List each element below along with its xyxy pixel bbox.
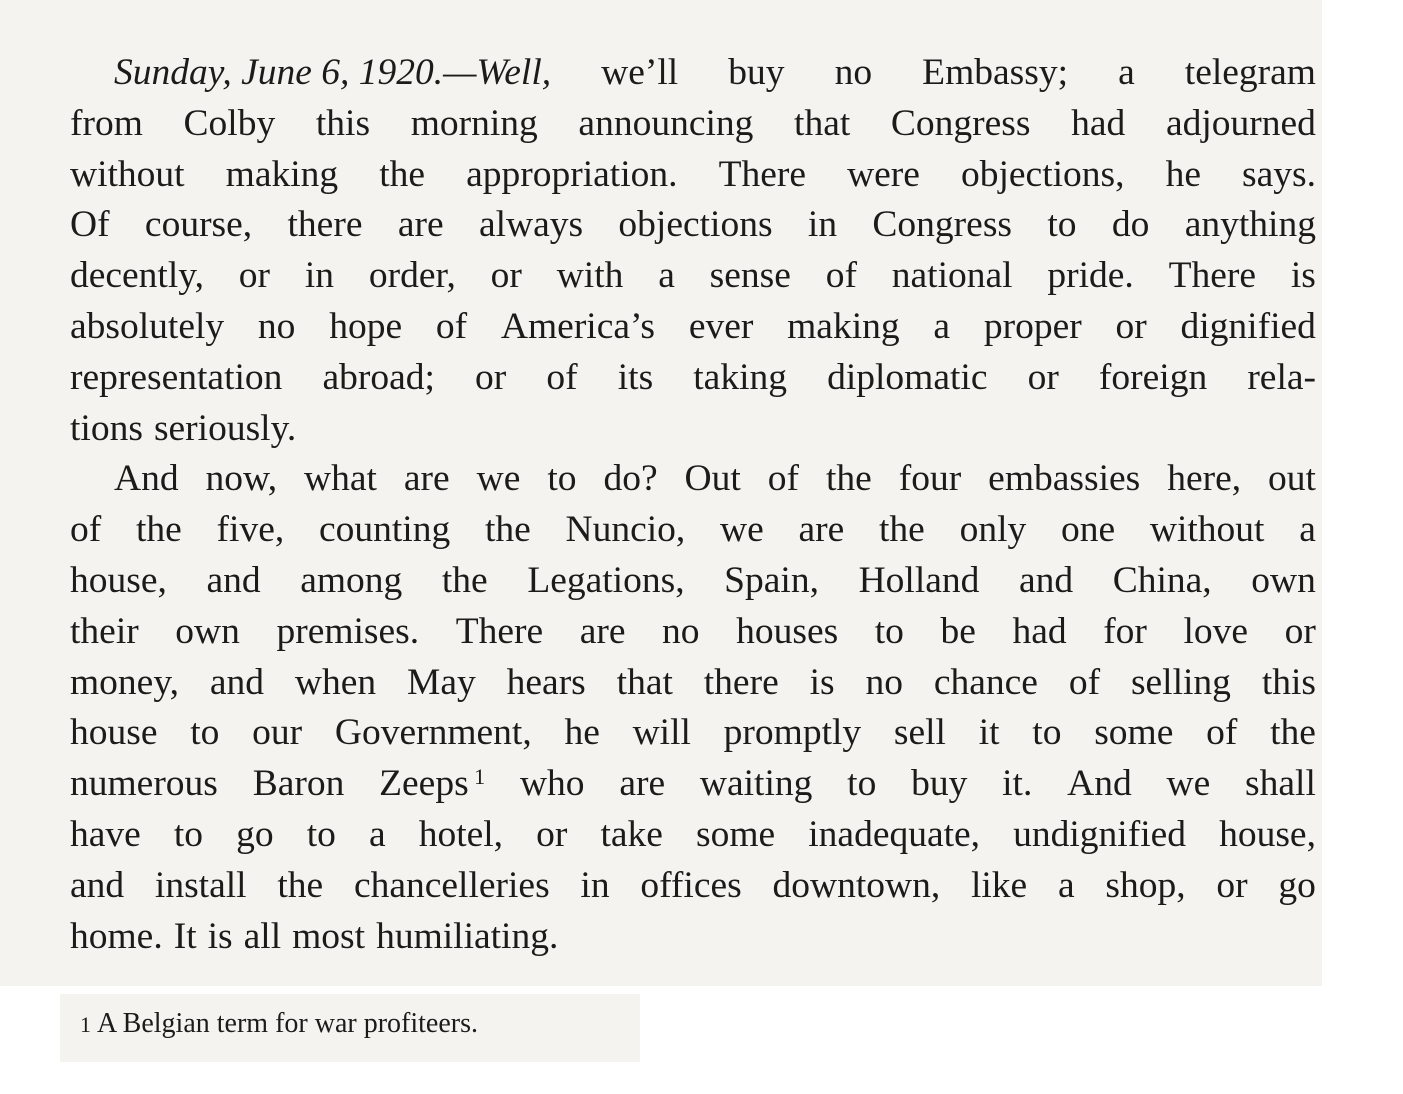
word: a — [933, 305, 951, 347]
text-line — [70, 607, 1316, 658]
word: when — [294, 661, 377, 703]
word: appropriation. — [466, 153, 678, 195]
word: numerous — [70, 763, 218, 805]
word: and — [70, 864, 125, 906]
word: house, — [70, 559, 167, 601]
word: to — [190, 712, 220, 754]
word: abroad; — [322, 356, 435, 398]
footnote-marker: 1 — [80, 1012, 91, 1037]
word: tions — [70, 407, 143, 449]
word: hears — [506, 661, 586, 703]
word: a — [368, 813, 386, 855]
word: this — [315, 102, 371, 144]
text-line — [70, 302, 1316, 353]
word: to — [874, 610, 904, 652]
text-line — [70, 48, 1316, 99]
word: sense — [709, 255, 791, 297]
word: the — [1270, 712, 1316, 754]
word: downtown, — [772, 864, 941, 906]
word: it — [978, 712, 1000, 754]
text-line — [70, 353, 1316, 404]
word: to — [547, 458, 577, 500]
word: of — [1206, 712, 1238, 754]
text-line — [70, 404, 1316, 455]
word: five, — [216, 509, 285, 551]
word: objections — [618, 204, 773, 246]
text-line — [70, 708, 1316, 759]
word: There — [1168, 255, 1257, 297]
text-line — [70, 759, 1316, 810]
word: are — [397, 204, 444, 246]
word: hotel, — [418, 813, 504, 855]
word: embassies — [988, 458, 1141, 500]
word: or — [1284, 610, 1316, 652]
word: he — [564, 712, 600, 754]
word: we — [476, 458, 521, 500]
word: do — [1111, 204, 1150, 246]
text-line — [70, 658, 1316, 709]
word: There — [455, 610, 544, 652]
text-line — [70, 150, 1316, 201]
word: Embassy; — [922, 52, 1068, 93]
word: no — [662, 610, 700, 652]
word: to — [1047, 204, 1077, 246]
word: were — [847, 153, 920, 195]
word: with — [556, 255, 624, 297]
word: most — [292, 915, 366, 957]
word: or — [238, 255, 271, 297]
word: Nuncio, — [565, 509, 686, 551]
word: house — [70, 712, 158, 754]
word: be — [940, 610, 976, 652]
word: install — [154, 864, 247, 906]
word: And — [114, 458, 179, 500]
word: offices — [640, 864, 742, 906]
word: making — [787, 305, 900, 347]
word: we’ll — [601, 52, 679, 93]
word: the — [277, 864, 324, 906]
word: making — [225, 153, 339, 195]
word: no — [257, 305, 296, 347]
word: a — [1299, 509, 1316, 551]
word: who — [519, 763, 585, 805]
word: own — [1251, 559, 1316, 601]
word: diplomatic — [827, 356, 988, 398]
word: is — [207, 915, 233, 957]
page-edge — [1322, 0, 1403, 986]
text-line — [70, 200, 1316, 251]
word: anything — [1184, 204, 1316, 246]
word: announcing — [578, 102, 754, 144]
word: It — [173, 915, 197, 957]
word: no — [834, 52, 873, 93]
word: in — [304, 255, 335, 297]
word: it. — [1002, 763, 1033, 805]
word: its — [617, 356, 654, 398]
word: go — [1278, 864, 1316, 906]
word: own — [175, 610, 240, 652]
text-line — [70, 810, 1316, 861]
word: to — [847, 763, 877, 805]
word: Congress — [890, 102, 1031, 144]
word: Zeeps $^1$ — [379, 763, 486, 805]
word: or — [1115, 305, 1147, 347]
word: the — [135, 509, 182, 551]
word: are — [619, 763, 666, 805]
word: There — [718, 153, 806, 195]
word: the — [825, 458, 872, 500]
word: this — [1261, 661, 1316, 703]
word: had — [1012, 610, 1067, 652]
word: of — [435, 305, 468, 347]
word: is — [1290, 255, 1316, 297]
word: shall — [1245, 763, 1316, 805]
word: all — [243, 915, 282, 957]
word: have — [70, 813, 141, 855]
word: to — [306, 813, 336, 855]
footnote-text: A Belgian term for war profiteers. — [97, 1008, 478, 1039]
word: promptly — [723, 712, 862, 754]
text-line — [70, 99, 1316, 150]
word: rela- — [1247, 356, 1316, 398]
word: inadequate, — [808, 813, 981, 855]
word: of — [825, 255, 857, 297]
word: buy — [911, 763, 968, 805]
word: Holland — [858, 559, 980, 601]
word: premises. — [276, 610, 420, 652]
word: Baron — [252, 763, 345, 805]
word: here, — [1167, 458, 1242, 500]
word: go — [236, 813, 274, 855]
word: a — [658, 255, 675, 297]
word: are — [403, 458, 450, 500]
footnote — [80, 1004, 478, 1045]
word: or — [536, 813, 568, 855]
word: decently, — [70, 255, 204, 297]
word: the — [484, 509, 531, 551]
word: some — [696, 813, 776, 855]
word: selling — [1130, 661, 1231, 703]
word: to — [1032, 712, 1062, 754]
word: Congress — [872, 204, 1013, 246]
word: are — [579, 610, 626, 652]
word: of — [767, 458, 799, 500]
word: is — [809, 661, 835, 703]
word: now, — [205, 458, 278, 500]
word: telegram — [1184, 52, 1316, 93]
word: the — [441, 559, 488, 601]
word: sell — [893, 712, 946, 754]
word: Legations, — [527, 559, 685, 601]
word: among — [300, 559, 403, 601]
word: representation — [70, 356, 283, 398]
word: home. — [70, 915, 163, 957]
word: in — [807, 204, 838, 246]
word: or — [1027, 356, 1059, 398]
word: says. — [1242, 153, 1316, 195]
word: morning — [410, 102, 538, 144]
word: national — [891, 255, 1013, 297]
word: there — [703, 661, 779, 703]
word: Of — [70, 204, 110, 246]
word: and — [1018, 559, 1074, 601]
word: always — [478, 204, 584, 246]
word: had — [1071, 102, 1126, 144]
word: houses — [736, 610, 839, 652]
word: Spain, — [724, 559, 819, 601]
word: there — [287, 204, 363, 246]
word: love — [1183, 610, 1249, 652]
word: chance — [933, 661, 1038, 703]
word: undignified — [1013, 813, 1187, 855]
diary-entry — [70, 48, 1316, 962]
word: of — [546, 356, 578, 398]
word: what — [304, 458, 377, 500]
word: the — [379, 153, 426, 195]
word: adjourned — [1165, 102, 1316, 144]
word: from — [70, 102, 143, 144]
word: And — [1067, 763, 1132, 805]
word: their — [70, 610, 139, 652]
word: hope — [329, 305, 403, 347]
word: one — [1060, 509, 1116, 551]
word: out — [1268, 458, 1316, 500]
word: four — [898, 458, 962, 500]
word: waiting — [699, 763, 813, 805]
word: or — [475, 356, 507, 398]
word: our — [252, 712, 303, 754]
word: are — [798, 509, 845, 551]
word: and — [209, 661, 265, 703]
word: shop, — [1105, 864, 1186, 906]
word: order, — [368, 255, 456, 297]
word: of — [1068, 661, 1101, 703]
word: some — [1094, 712, 1174, 754]
word: that — [794, 102, 851, 144]
word: America’s — [500, 305, 656, 347]
word: only — [959, 509, 1027, 551]
word: we — [720, 509, 764, 551]
text-line — [70, 251, 1316, 302]
dateline: Sunday, June 6, 1920.—Well, — [114, 52, 552, 93]
word: proper — [983, 305, 1082, 347]
word: do? — [603, 458, 658, 500]
word: no — [865, 661, 903, 703]
word: or — [1216, 864, 1248, 906]
word: absolutely — [70, 305, 225, 347]
word: foreign — [1098, 356, 1208, 398]
word: to — [173, 813, 204, 855]
text-line — [70, 505, 1316, 556]
text-line — [70, 861, 1316, 912]
word: take — [600, 813, 663, 855]
word: without — [70, 153, 185, 195]
word: in — [580, 864, 610, 906]
word: ever — [688, 305, 754, 347]
word: May — [407, 661, 476, 703]
word: for — [1103, 610, 1147, 652]
word: house, — [1219, 813, 1316, 855]
text-line — [70, 556, 1316, 607]
word: objections, — [960, 153, 1125, 195]
word: of — [70, 509, 102, 551]
word: a — [1057, 864, 1075, 906]
word: Government, — [334, 712, 532, 754]
word: dignified — [1180, 305, 1316, 347]
word: pride. — [1047, 255, 1134, 297]
footnote-reference: 1 — [468, 764, 486, 790]
text-line — [70, 454, 1316, 505]
word: humiliating. — [376, 915, 559, 957]
word: without — [1149, 509, 1265, 551]
word: he — [1165, 153, 1201, 195]
word: chancelleries — [353, 864, 550, 906]
word: China, — [1112, 559, 1212, 601]
text-line — [70, 912, 1316, 963]
word: Colby — [183, 102, 276, 144]
word: money, — [70, 661, 180, 703]
word: Out — [684, 458, 741, 500]
word: or — [490, 255, 522, 297]
word: course, — [144, 204, 253, 246]
word: will — [632, 712, 691, 754]
word: a — [1118, 52, 1135, 93]
word: buy — [728, 52, 785, 93]
word: counting — [318, 509, 451, 551]
word: we — [1166, 763, 1211, 805]
word: that — [616, 661, 673, 703]
word: taking — [693, 356, 787, 398]
word: and — [206, 559, 261, 601]
word: the — [879, 509, 925, 551]
word: like — [970, 864, 1028, 906]
word: seriously. — [153, 407, 297, 449]
